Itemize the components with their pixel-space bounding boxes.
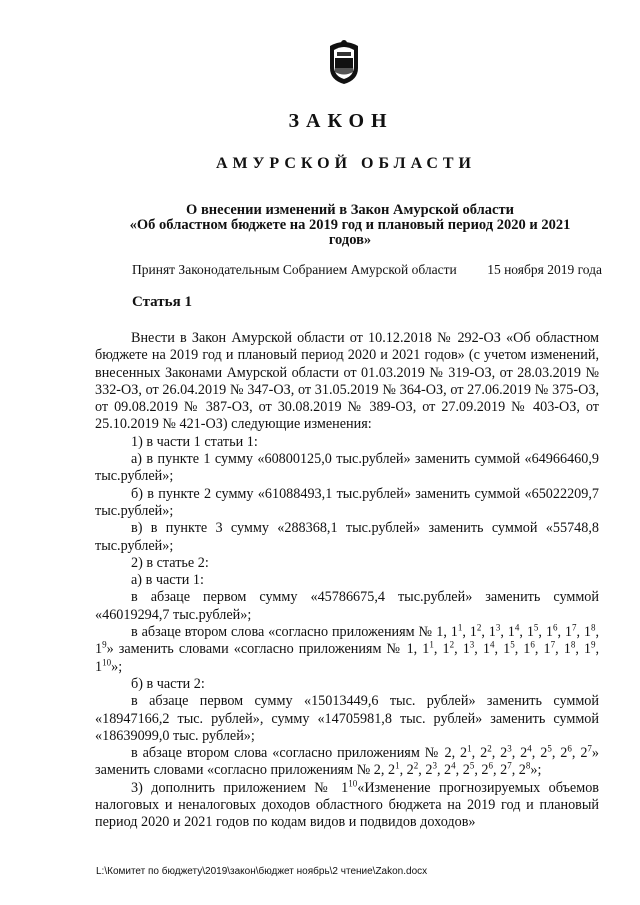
law-title: ЗАКОН — [288, 110, 394, 132]
intro-paragraph: Внести в Закон Амурской области от 10.12.2018 № 292-ОЗ «Об областном бюджете на 2019 год и плановый период 2020 и 2021 годов» (с учетом изменений, внесенных Законами Амурской области от 01.03.2019 № 319-ОЗ, от 28.03.2019 № 332-ОЗ, от 26.04.2019 № 347-ОЗ, от 31.05.2019 № 364-ОЗ, от 27.06.2019 № 375-ОЗ, от 09.08.2019 № 387-ОЗ, от 30.08.2019 № 389-ОЗ, от 27.09.2019 № 403-ОЗ, от 25.10.2019 № 421-ОЗ) следующие изменения: — [95, 330, 599, 433]
list-item: 3) дополнить приложением № $1^{10}«Изменение$ прогнозируемых объемов налоговых и неналоговых доходов областного бюджета на 2019 год и плановый период 2020 и 2021 годов по кодам видов и подвидов доходов» — [95, 777, 600, 831]
list-item: б) в пункте 2 сумму «61088493,1 тыс.рублей» заменить суммой «65022209,7 тыс.рублей»; — [95, 485, 599, 519]
list-item-appendix-refs: в абзаце втором слова «согласно приложениям № 2, $2^1$, $2^2$, $2^3$, $2^4$, $2^5$, $2^6$, $2^7$» заменить словами «согласно приложениям № 2, $2^1$, $2^2$, $2^3$, $2^4$, $2^5$, $2^6$, $2^7$, $2^8$»; — [95, 743, 600, 779]
region-title: АМУРСКОЙ ОБЛАСТИ — [216, 155, 476, 172]
list-item: 2) в статье 2: — [131, 554, 209, 571]
list-item: в абзаце первом сумму «45786675,4 тыс.рублей» заменить суммой «46019294,7 тыс.рублей»; — [95, 589, 599, 623]
heading-line: «Об областном бюджете на 2019 год и плановый период 2020 и 2021 — [129, 217, 571, 233]
list-item: а) в части 1: — [131, 572, 204, 589]
list-item: а) в пункте 1 сумму «60800125,0 тыс.рублей» заменить суммой «64966460,9 тыс.рублей»; — [95, 451, 599, 485]
adoption-date: 15 ноября 2019 года — [487, 262, 602, 277]
adoption-line — [132, 262, 602, 278]
file-path-footer: L:\Комитет по бюджету\2019\закон\бюджет ноябрь\2 чтение\Zakon.docx — [96, 866, 428, 877]
adopted-by-text: Принят Законодательным Собранием Амурской области — [132, 262, 457, 277]
coat-of-arms-icon — [324, 38, 364, 86]
article-title: Статья 1 — [132, 294, 192, 310]
list-item: в) в пункте 3 сумму «288368,1 тыс.рублей» заменить суммой «55748,8 тыс.рублей»; — [95, 520, 599, 554]
list-item-appendix-refs: в абзаце втором слова «согласно приложениям № 1, $1^1$, $1^2$, $1^3$, $1^4$, $1^5$, $1^6$, $1^7$, $1^8$, $1^9$» заменить словами «согласно приложениям № 1, $1^1$, $1^2$, $1^3$, $1^4$, $1^5$, $1^6$, $1^7$, $1^8$, $1^9$, $1^{10}$»; — [95, 622, 600, 675]
document-heading — [100, 203, 600, 248]
heading-line: О внесении изменений в Закон Амурской области — [186, 202, 514, 218]
list-item: в абзаце первом сумму «15013449,6 тыс. рублей» заменить суммой «18947166,2 тыс. рублей», сумму «14705981,8 тыс. рублей» заменить суммой «18639099,0 тыс. рублей»; — [95, 693, 599, 744]
list-item: б) в части 2: — [131, 675, 205, 692]
list-item: 1) в части 1 статьи 1: — [131, 433, 258, 450]
article-body — [95, 330, 599, 832]
heading-line: годов» — [328, 232, 372, 248]
